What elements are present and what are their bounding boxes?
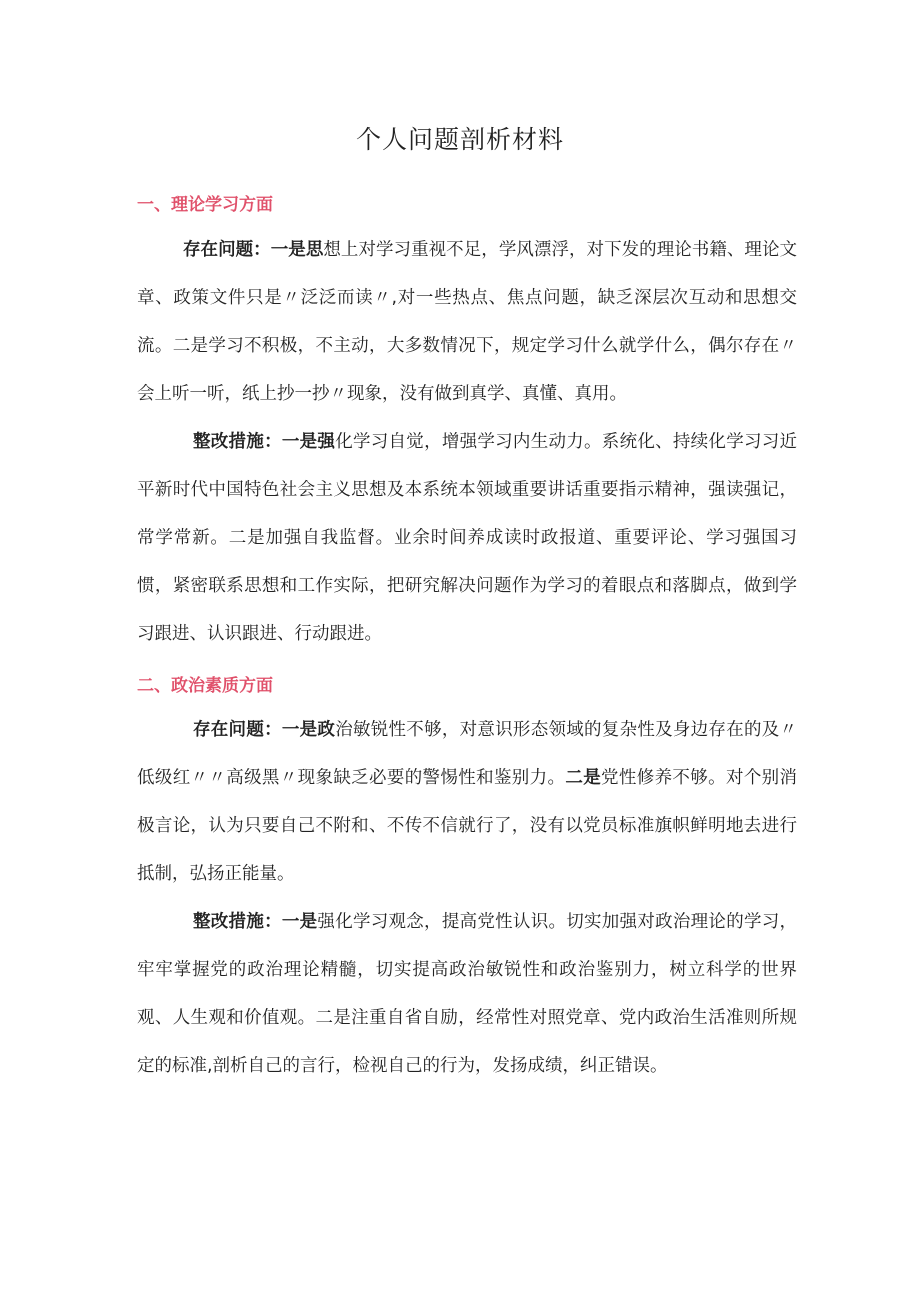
problems-text: 治敏锐性不够，对意识形态领域的复杂性及身边存在的及〃低级红〃〃高级黑〃现象缺乏必要的警惕性和鉴别力。 bbox=[137, 720, 798, 788]
document-title: 个人问题剖析材料 bbox=[355, 125, 564, 154]
problems-lead-label: 存在问题： bbox=[183, 240, 271, 260]
problems-text: 想上对学习重视不足，学风漂浮，对下发的理论书籍、理论文章、政策文件只是〃泛泛而读〃,对一些热点、焦点问题，缺乏深层次互动和思想交流。二是学习不积极，不主动，大多数情况下，规定学习什么就学什么，偶尔存在〃会上听一听，纸上抄一抄〃现象，没有做到真学、真懂、真用。 bbox=[137, 240, 798, 404]
measures-lead-label: 整改措施： bbox=[193, 432, 282, 452]
problems-first-point-marker: 一是思 bbox=[270, 240, 324, 260]
measures-lead-label: 整改措施： bbox=[193, 912, 282, 932]
problems-lead-label: 存在问题： bbox=[193, 720, 282, 740]
problems-second-point-marker: 二是 bbox=[565, 768, 602, 788]
measures-first-point-marker: 一是强 bbox=[281, 432, 336, 452]
problems-first-point-marker: 一是政 bbox=[281, 720, 336, 740]
section-political-measures bbox=[137, 898, 797, 1090]
section-heading-political: 二、政治素质方面 bbox=[137, 676, 273, 696]
measures-text: 化学习自觉，增强学习内生动力。系统化、持续化学习习近平新时代中国特色社会主义思想及本系统本领域重要讲话重要指示精神，强读强记，常学常新。二是加强自我监督。业余时间养成读时政报道、重要评论、学习强国习惯，紧密联系思想和工作实际，把研究解决问题作为学习的着眼点和落脚点，做到学习跟进、认识跟进、行动跟进。 bbox=[137, 432, 798, 644]
problems-text-continued: 党性修养不够。对个别消极言论，认为只要自己不附和、不传不信就行了，没有以党员标准旗帜鲜明地去进行抵制，弘扬正能量。 bbox=[137, 768, 798, 884]
measures-text: 强化学习观念，提高党性认识。切实加强对政治理论的学习，牢牢掌握党的政治理论精髓，切实提高政治敏锐性和政治鉴别力，树立科学的世界观、人生观和价值观。二是注重自省自励，经常性对照党章、党内政治生活准则所规定的标准,剖析自己的言行，检视自己的行为，发扬成绩，纠正错误。 bbox=[137, 912, 798, 1076]
section-heading-theory: 一、理论学习方面 bbox=[137, 195, 273, 215]
measures-first-point-marker: 一是 bbox=[281, 912, 318, 932]
section-political-problems bbox=[137, 706, 797, 898]
section-theory-measures bbox=[137, 418, 797, 658]
section-theory-problems bbox=[137, 226, 797, 418]
